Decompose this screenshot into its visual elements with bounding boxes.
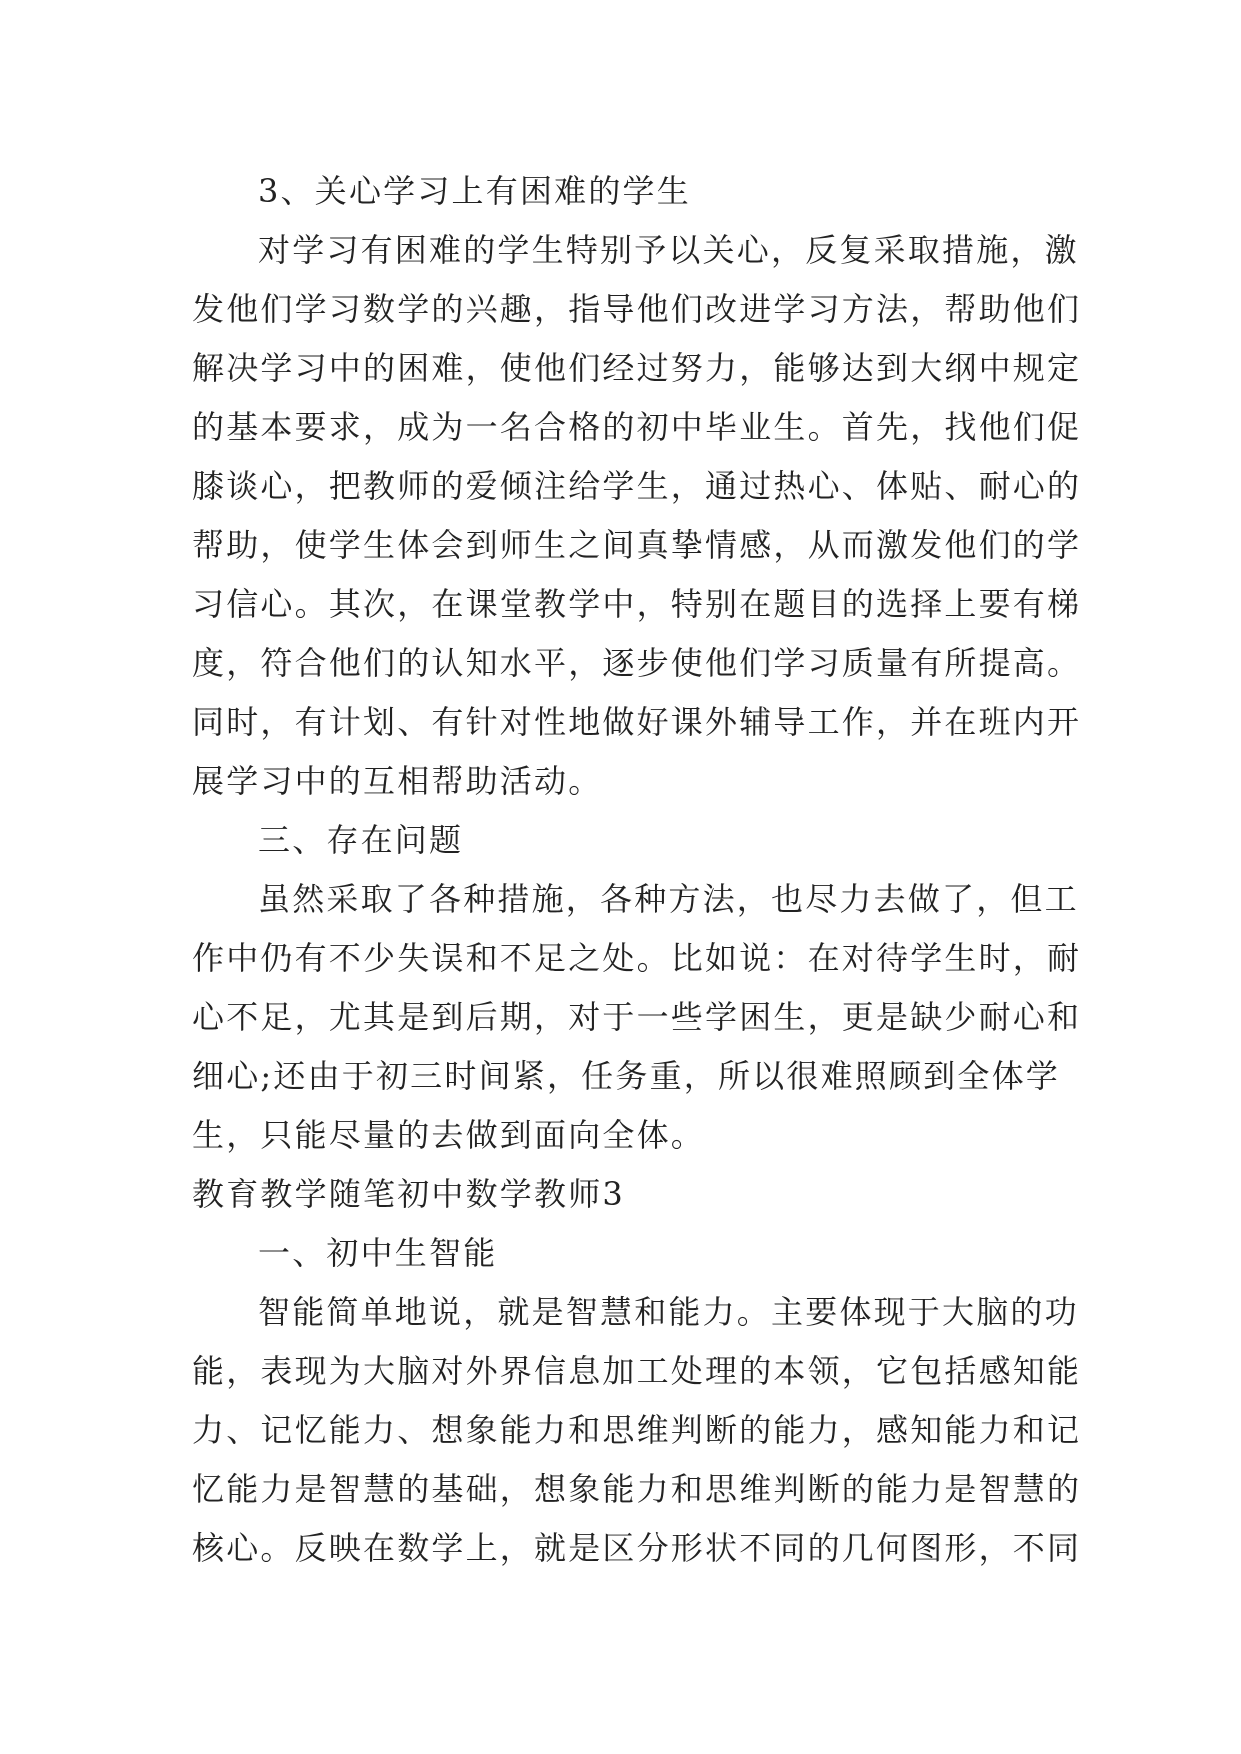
paragraph-line: 帮助，使学生体会到师生之间真挚情感，从而激发他们的学 xyxy=(192,526,1082,564)
paragraph-line: 解决学习中的困难，使他们经过努力，能够达到大纲中规定 xyxy=(192,349,1082,387)
paragraph-line: 智能简单地说，就是智慧和能力。主要体现于大脑的功 xyxy=(258,1293,1079,1331)
paragraph-line: 细心;还由于初三时间紧，任务重，所以很难照顾到全体学 xyxy=(192,1057,1060,1095)
section-heading: 三、存在问题 xyxy=(258,821,464,859)
paragraph-line: 膝谈心，把教师的爱倾注给学生，通过热心、体贴、耐心的 xyxy=(192,467,1082,505)
paragraph-line: 发他们学习数学的兴趣，指导他们改进学习方法，帮助他们 xyxy=(192,290,1082,328)
paragraph-line: 习信心。其次，在课堂教学中，特别在题目的选择上要有梯 xyxy=(192,585,1082,623)
paragraph-line: 同时，有计划、有针对性地做好课外辅导工作，并在班内开 xyxy=(192,703,1082,741)
document-body xyxy=(192,162,1082,1578)
paragraph-line: 展学习中的互相帮助活动。 xyxy=(192,762,603,800)
paragraph-line: 心不足，尤其是到后期，对于一些学困生，更是缺少耐心和 xyxy=(192,998,1082,1036)
paragraph-line: 度，符合他们的认知水平，逐步使他们学习质量有所提高。 xyxy=(192,644,1082,682)
paragraph-line: 生，只能尽量的去做到面向全体。 xyxy=(192,1116,706,1154)
paragraph-line: 核心。反映在数学上，就是区分形状不同的几何图形，不同 xyxy=(192,1529,1082,1567)
subheading-line: 3、关心学习上有困难的学生 xyxy=(258,172,691,210)
paragraph-line: 作中仍有不少失误和不足之处。比如说：在对待学生时，耐 xyxy=(192,939,1082,977)
paragraph-line: 力、记忆能力、想象能力和思维判断的能力，感知能力和记 xyxy=(192,1411,1082,1449)
paragraph-line: 能，表现为大脑对外界信息加工处理的本领，它包括感知能 xyxy=(192,1352,1082,1390)
article-title: 教育教学随笔初中数学教师3 xyxy=(192,1175,625,1213)
paragraph-line: 虽然采取了各种措施，各种方法，也尽力去做了，但工 xyxy=(258,880,1079,918)
paragraph-line: 忆能力是智慧的基础，想象能力和思维判断的能力是智慧的 xyxy=(192,1470,1082,1508)
paragraph-line: 对学习有困难的学生特别予以关心，反复采取措施，激 xyxy=(258,231,1079,269)
section-heading: 一、初中生智能 xyxy=(258,1234,498,1272)
paragraph-line: 的基本要求，成为一名合格的初中毕业生。首先，找他们促 xyxy=(192,408,1082,446)
